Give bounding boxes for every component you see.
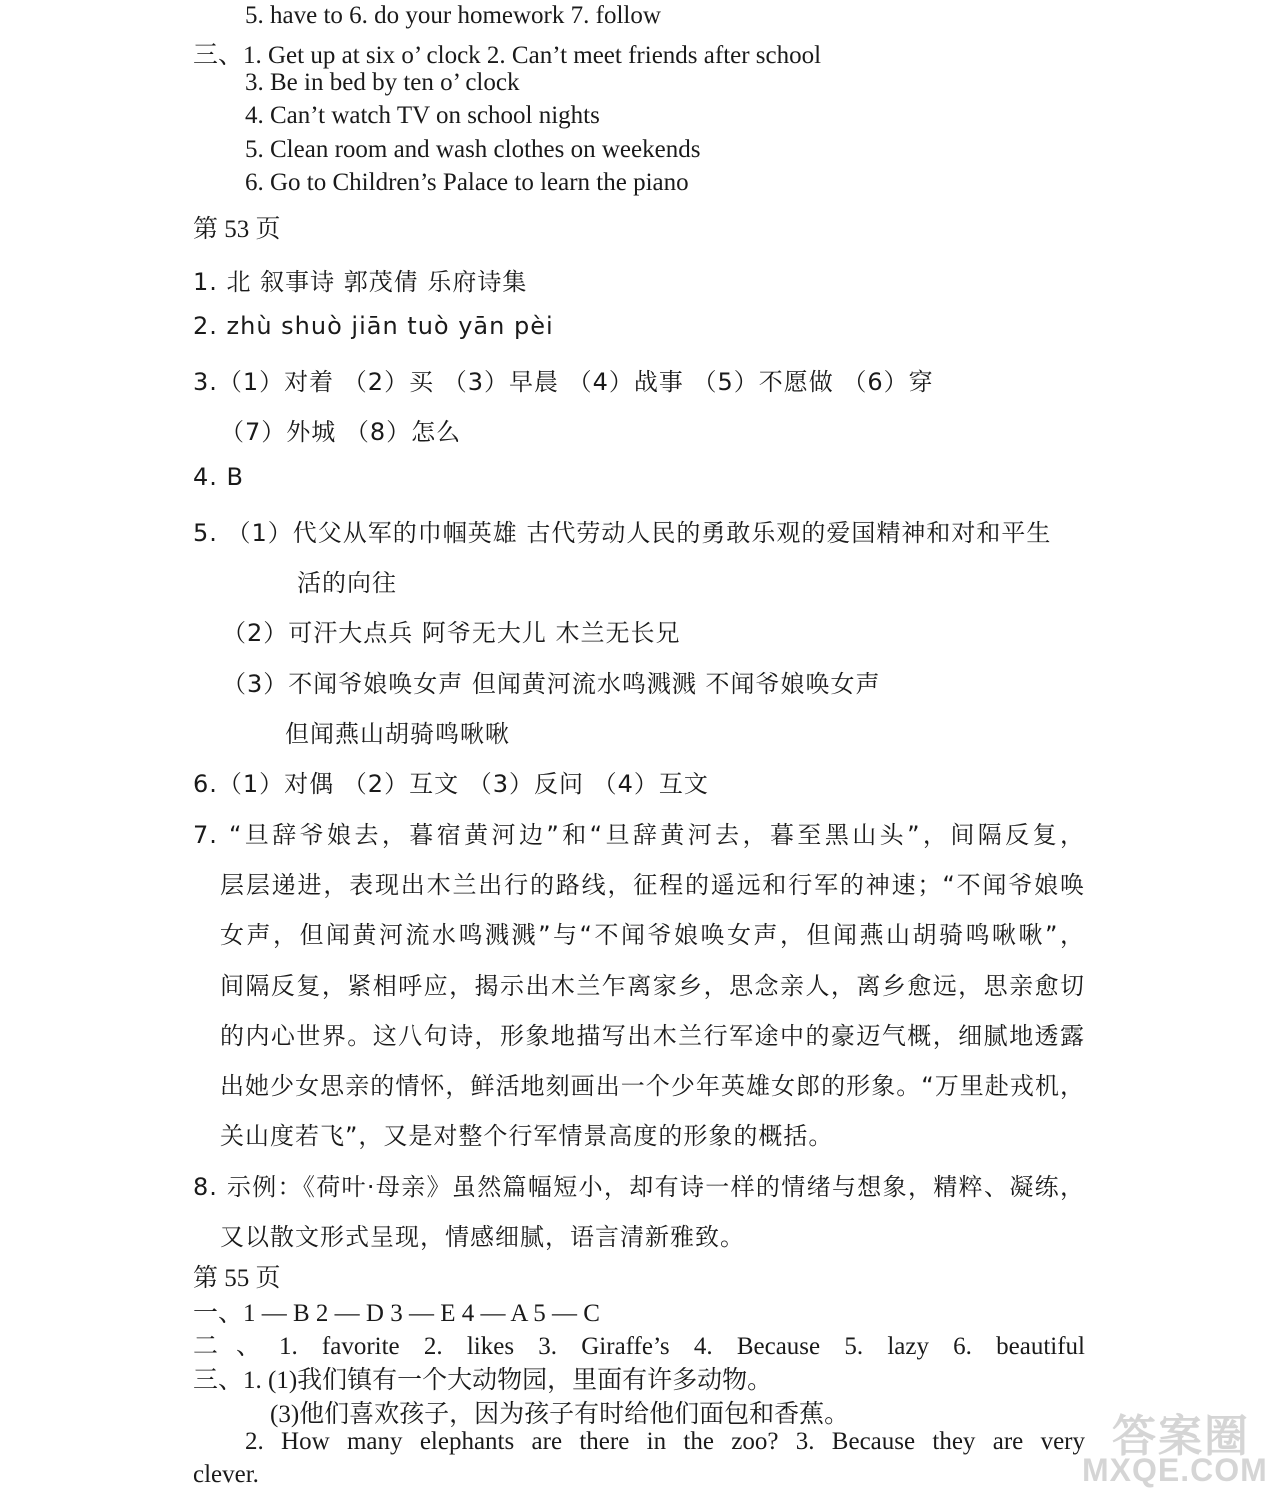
text-line: 6.（1）对偶 （2）互文 （3）反问 （4）互文 bbox=[193, 770, 709, 798]
text-line: 关山度若飞”，又是对整个行军情景高度的形象的概括。 bbox=[220, 1122, 834, 1150]
text-line: 8. 示例：《荷叶·母亲》虽然篇幅短小，却有诗一样的情绪与想象，精粹、凝练， bbox=[193, 1173, 1085, 1201]
watermark-bottom-text: MXQE.COM bbox=[1082, 1452, 1268, 1488]
text-line: 2. How many elephants are there in the zoo? 3. Because they are very bbox=[245, 1428, 1085, 1455]
text-line: 5. （1）代父从军的巾帼英雄 古代劳动人民的勇敢乐观的爱国精神和对和平生 bbox=[193, 519, 1052, 547]
text-line: 三、1. (1)我们镇有一个大动物园，里面有许多动物。 bbox=[193, 1367, 773, 1394]
text-line: 4. Can’t watch TV on school nights bbox=[245, 102, 600, 129]
text-line: 5. Clean room and wash clothes on weekends bbox=[245, 136, 701, 163]
text-line: 6. Go to Children’s Palace to learn the piano bbox=[245, 169, 689, 196]
text-line: (3)他们喜欢孩子，因为孩子有时给他们面包和香蕉。 bbox=[270, 1401, 850, 1428]
text-line: 5. have to 6. do your homework 7. follow bbox=[245, 2, 661, 29]
text-line: 一、1 — B 2 — D 3 — E 4 — A 5 — C bbox=[193, 1300, 600, 1327]
text-line: clever. bbox=[193, 1461, 259, 1488]
text-line: 3.（1）对着 （2）买 （3）早晨 （4）战事 （5）不愿做 （6）穿 bbox=[193, 368, 934, 396]
text-line: 间隔反复，紧相呼应，揭示出木兰乍离家乡，思念亲人，离乡愈远，思亲愈切 bbox=[220, 972, 1085, 1000]
page-heading: 第 53 页 bbox=[193, 216, 281, 243]
text-line: 3. Be in bed by ten o’ clock bbox=[245, 69, 520, 96]
watermark-logo bbox=[1082, 1400, 1268, 1490]
text-line: 7. “旦辞爷娘去，暮宿黄河边”和“旦辞黄河去，暮至黑山头”，间隔反复， bbox=[193, 821, 1085, 849]
watermark-top-text: 答案圈 bbox=[1112, 1411, 1250, 1462]
text-line: 三、1. Get up at six o’ clock 2. Can’t meet friends after school bbox=[193, 42, 822, 69]
text-line: 又以散文形式呈现，情感细腻，语言清新雅致。 bbox=[220, 1223, 745, 1251]
text-line: 1. 北 叙事诗 郭茂倩 乐府诗集 bbox=[193, 268, 528, 296]
text-line: 4. B bbox=[193, 463, 244, 491]
text-line: （7）外城 （8）怎么 bbox=[220, 418, 462, 446]
text-line: 但闻燕山胡骑鸣啾啾 bbox=[285, 720, 510, 748]
text-line: 二、1. favorite 2. likes 3. Giraffe’s 4. Because 5. lazy 6. beautiful bbox=[193, 1333, 1085, 1360]
text-line: 女声，但闻黄河流水鸣溅溅”与“不闻爷娘唤女声，但闻燕山胡骑鸣啾啾”， bbox=[220, 921, 1085, 949]
text-line: 层层递进，表现出木兰出行的路线，征程的遥远和行军的神速；“不闻爷娘唤 bbox=[220, 871, 1085, 899]
text-line: （2）可汗大点兵 阿爷无大儿 木兰无长兄 bbox=[222, 619, 681, 647]
text-line: （3）不闻爷娘唤女声 但闻黄河流水鸣溅溅 不闻爷娘唤女声 bbox=[222, 670, 881, 698]
text-line: 活的向往 bbox=[297, 569, 397, 597]
text-line: 的内心世界。这八句诗，形象地描写出木兰行军途中的豪迈气概，细腻地透露 bbox=[220, 1022, 1085, 1050]
text-line: 出她少女思亲的情怀，鲜活地刻画出一个少年英雄女郎的形象。“万里赴戎机， bbox=[220, 1072, 1085, 1100]
page-heading: 第 55 页 bbox=[193, 1265, 281, 1292]
text-line: 2. zhù shuò jiān tuò yān pèi bbox=[193, 312, 554, 340]
